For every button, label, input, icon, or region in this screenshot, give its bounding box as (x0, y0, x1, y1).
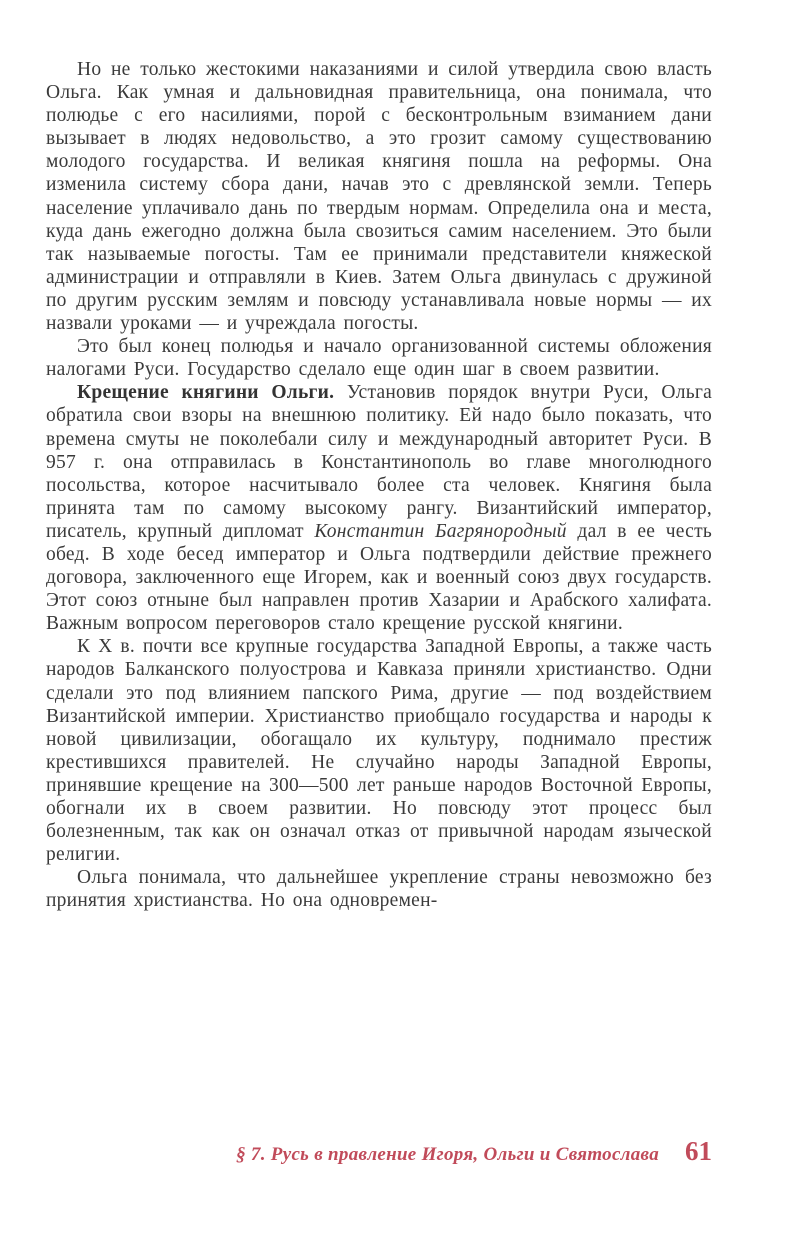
paragraph (46, 58, 712, 335)
paragraph-text: дал в ее честь обед. В ходе бесед император и Ольга подтвердили действие прежнего договора, заключенного еще Игорем, как и военный союз двух государств. Этот союз отныне был направлен против Хазарии и Арабского халифата. Важным вопросом переговоров стало крещение русской княгини. (46, 520, 713, 635)
section-title: § 7. Русь в правление Игоря, Ольги и Святослава (236, 1144, 659, 1165)
paragraph (46, 635, 712, 866)
paragraph-text: К X в. почти все крупные государства Западной Европы, а также часть народов Балканского полуострова и Кавказа приняли христианство. Одни сделали это под влиянием папского Рима, другие — под воздействием Византийской империи. Христианство приобщало государства и народы к новой цивилизации, обогащало их культуру, поднимало престиж крестившихся правителей. Не случайно народы Западной Европы, принявшие крещение на 300—500 лет раньше народов Восточной Европы, обогнали их в своем развитии. Но повсюду этот процесс был болезненным, так как он означал отказ от привычной народам языческой религии. (46, 636, 712, 866)
paragraph-text: Установив порядок внутри Руси, Ольга обратила свои взоры на внешнюю политику. Ей надо было показать, что времена смуты не поколебали силу и международный авторитет Руси. В 957 г. она отправилась в Константинополь во главе многолюдного посольства, которое насчитывало более ста человек. Княгиня была принята там по самому высокому рангу. Византийский император, писатель, крупный дипломат (46, 382, 712, 542)
paragraph-with-heading (46, 381, 712, 635)
paragraph-text: Ольга понимала, что дальнейшее укрепление страны невозможно без принятия христианства. Но она одновремен- (46, 867, 712, 912)
page-number: 61 (685, 1136, 712, 1166)
paragraph (46, 866, 712, 912)
run-in-heading: Крещение княгини Ольги. (77, 382, 335, 404)
page-footer (46, 1136, 712, 1167)
person-name-italic: Константин Багрянородный (314, 520, 567, 542)
paragraph (46, 335, 712, 381)
paragraph-text: Это был конец полюдья и начало организованной системы обложения налогами Руси. Государство сделало еще один шаг в своем развитии. (46, 336, 712, 381)
paragraph-text: Но не только жестокими наказаниями и силой утвердила свою власть Ольга. Как умная и дальновидная правительница, она понимала, что полюдье с его насилиями, порой с бесконтрольным взиманием дани вызывает в людях недовольство, а это грозит самому существованию молодого государства. И великая княгиня пошла на реформы. Она изменила систему сбора дани, начав это с древлянской земли. Теперь население уплачивало дань по твердым нормам. Определила она и места, куда дань ежегодно должна была свозиться самим населением. Это были так называемые погосты. Там ее принимали представители княжеской администрации и отправляли в Киев. Затем Ольга двинулась с дружиной по другим русским землям и повсюду устанавливала новые нормы — их назвали уроками — и учреждала погосты. (46, 59, 712, 335)
textbook-page-body (46, 58, 712, 912)
